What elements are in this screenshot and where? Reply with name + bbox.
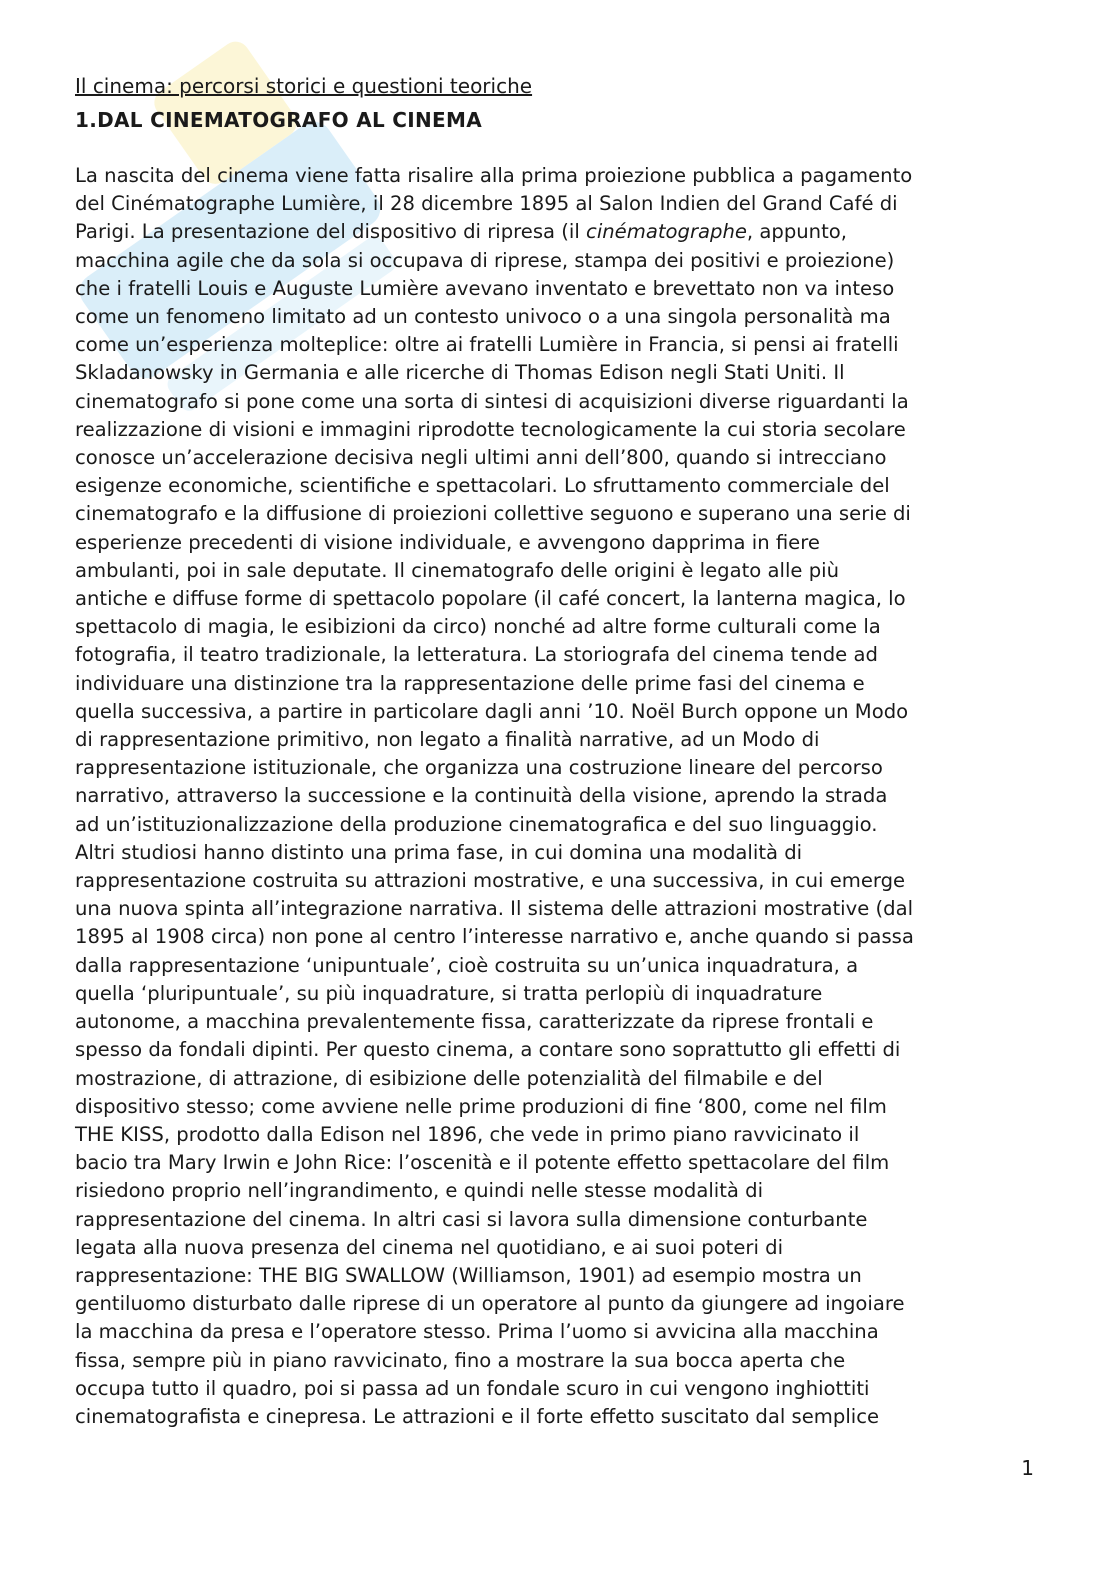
body-line	[75, 331, 1045, 359]
body-line	[75, 472, 1045, 500]
body-line	[75, 1206, 1045, 1234]
body-line	[75, 1403, 1045, 1431]
body-line	[75, 980, 1045, 1008]
body-line	[75, 529, 1045, 557]
body-line	[75, 1262, 1045, 1290]
body-text-run: conosce un’accelerazione decisiva negli ultimi anni dell’800, quando si intrecciano	[75, 446, 887, 470]
body-line	[75, 247, 1045, 275]
body-text-run: ad un’istituzionalizzazione della produzione cinematografica e del suo linguaggio.	[75, 812, 878, 836]
body-text-run: Skladanowsky in Germania e alle ricerche di Thomas Edison negli Stati Uniti. Il	[75, 361, 845, 385]
body-text-run: risiedono proprio nell’ingrandimento, e quindi nelle stesse modalità di	[75, 1179, 764, 1203]
body-line	[75, 275, 1045, 303]
body-text-run: quella ‘pluripuntuale’, su più inquadrature, si tratta perlopiù di inquadrature	[75, 981, 823, 1005]
body-line	[75, 388, 1045, 416]
body-text-run: bacio tra Mary Irwin e John Rice: l’oscenità e il potente effetto spettacolare del film	[75, 1151, 890, 1175]
body-text-run: ambulanti, poi in sale deputate. Il cinematografo delle origini è legato alle più	[75, 558, 840, 582]
body-text-run: quella successiva, a partire in particolare dagli anni ’10. Noël Burch oppone un Modo	[75, 699, 909, 723]
body-text-run: mostrazione, di attrazione, di esibizione delle potenzialità del filmabile e del	[75, 1066, 823, 1090]
body-text-italic: cinématographe	[586, 220, 747, 244]
body-line	[75, 641, 1045, 669]
body-text-run: realizzazione di visioni e immagini riprodotte tecnologicamente la cui storia secolare	[75, 417, 906, 441]
body-line	[75, 613, 1045, 641]
body-line	[75, 923, 1045, 951]
body-text-run: cinematografo e la diffusione di proiezioni collettive seguono e superano una serie di	[75, 502, 911, 526]
body-line	[75, 359, 1045, 387]
body-text-run: una nuova spinta all’integrazione narrativa. Il sistema delle attrazioni mostrative (dal	[75, 897, 914, 921]
body-text-run: individuare una distinzione tra la rappresentazione delle prime fasi del cinema e	[75, 671, 865, 695]
body-text-run: narrativo, attraverso la successione e la continuità della visione, aprendo la strada	[75, 784, 888, 808]
body-line	[75, 839, 1045, 867]
body-line	[75, 303, 1045, 331]
body-line	[75, 444, 1045, 472]
body-text-run: Altri studiosi hanno distinto una prima fase, in cui domina una modalità di	[75, 840, 803, 864]
body-paragraph	[75, 162, 1045, 1431]
body-line	[75, 557, 1045, 585]
body-line	[75, 1234, 1045, 1262]
body-text-run: cinematografista e cinepresa. Le attrazioni e il forte effetto suscitato dal semplice	[75, 1404, 880, 1428]
body-text-run: rappresentazione: THE BIG SWALLOW (Williamson, 1901) ad esempio mostra un	[75, 1263, 862, 1287]
body-text-run: spesso da fondali dipinti. Per questo cinema, a contare sono soprattutto gli effetti di	[75, 1038, 901, 1062]
section-heading: 1.DAL CINEMATOGRAFO AL CINEMA	[75, 108, 483, 132]
body-text-run: esperienze precedenti di visione individuale, e avvengono dapprima in fiere	[75, 530, 820, 554]
body-line	[75, 1177, 1045, 1205]
body-text-run: esigenze economiche, scientifiche e spettacolari. Lo sfruttamento commerciale del	[75, 474, 890, 498]
body-text-run: 1895 al 1908 circa) non pone al centro l’interesse narrativo e, anche quando si passa	[75, 925, 914, 949]
body-text-run: gentiluomo disturbato dalle riprese di un operatore al punto da giungere ad ingoiare	[75, 1292, 905, 1316]
body-text-run: la macchina da presa e l’operatore stesso. Prima l’uomo si avvicina alla macchina	[75, 1320, 879, 1344]
page-number: 1	[1021, 1456, 1034, 1480]
body-line	[75, 1121, 1045, 1149]
body-line	[75, 218, 1045, 246]
body-text-run: rappresentazione costruita su attrazioni mostrative, e una successiva, in cui emerge	[75, 869, 906, 893]
body-text-run: THE KISS, prodotto dalla Edison nel 1896, che vede in primo piano ravvicinato il	[75, 1122, 860, 1146]
body-line	[75, 500, 1045, 528]
body-text-run: occupa tutto il quadro, poi si passa ad un fondale scuro in cui vengono inghiottiti	[75, 1376, 870, 1400]
body-line	[75, 811, 1045, 839]
body-line	[75, 162, 1045, 190]
body-line	[75, 726, 1045, 754]
body-text-run: cinematografo si pone come una sorta di sintesi di acquisizioni diverse riguardanti la	[75, 389, 909, 413]
body-line	[75, 1036, 1045, 1064]
body-text-run: fissa, sempre più in piano ravvicinato, fino a mostrare la sua bocca aperta che	[75, 1348, 846, 1372]
body-text-run: dalla rappresentazione ‘unipuntuale’, cioè costruita su un’unica inquadratura, a	[75, 953, 859, 977]
body-text-run: che i fratelli Louis e Auguste Lumière avevano inventato e brevettato non va inteso	[75, 276, 895, 300]
body-line	[75, 585, 1045, 613]
body-text-run: La nascita del cinema viene fatta risalire alla prima proiezione pubblica a pagamento	[75, 164, 913, 187]
body-text-run: autonome, a macchina prevalentemente fissa, caratterizzate da riprese frontali e	[75, 1010, 874, 1034]
body-text-run: fotografia, il teatro tradizionale, la letteratura. La storiografa del cinema tende ad	[75, 643, 878, 667]
document-content	[75, 72, 1045, 1431]
body-line	[75, 952, 1045, 980]
body-line	[75, 754, 1045, 782]
body-line	[75, 698, 1045, 726]
body-text-run: del Cinématographe Lumière, il 28 dicembre 1895 al Salon Indien del Grand Café di	[75, 192, 898, 216]
body-text-run: rappresentazione del cinema. In altri casi si lavora sulla dimensione conturbante	[75, 1207, 868, 1231]
body-text-run: Parigi. La presentazione del dispositivo di ripresa (il	[75, 220, 587, 244]
body-text-run: legata alla nuova presenza del cinema nel quotidiano, e ai suoi poteri di	[75, 1235, 784, 1259]
body-line	[75, 1318, 1045, 1346]
body-line	[75, 1093, 1045, 1121]
body-line	[75, 1347, 1045, 1375]
body-line	[75, 1008, 1045, 1036]
body-line	[75, 670, 1045, 698]
body-text-run: rappresentazione istituzionale, che organizza una costruzione lineare del percorso	[75, 756, 883, 780]
body-text-run: antiche e diffuse forme di spettacolo popolare (il café concert, la lanterna magica, lo	[75, 587, 906, 611]
body-text-run: come un fenomeno limitato ad un contesto univoco o a una singola personalità ma	[75, 305, 891, 329]
body-text-run: come un’esperienza molteplice: oltre ai fratelli Lumière in Francia, si pensi ai fratelli	[75, 333, 899, 357]
body-line	[75, 1065, 1045, 1093]
body-line	[75, 895, 1045, 923]
body-text-run: macchina agile che da sola si occupava di riprese, stampa dei positivi e proiezione)	[75, 248, 895, 272]
document-title: Il cinema: percorsi storici e questioni teoriche	[75, 74, 533, 98]
body-line	[75, 1290, 1045, 1318]
body-line	[75, 190, 1045, 218]
body-line	[75, 1375, 1045, 1403]
body-text-run: spettacolo di magia, le esibizioni da circo) nonché ad altre forme culturali come la	[75, 615, 881, 639]
body-text-run: di rappresentazione primitivo, non legato a finalità narrative, ad un Modo di	[75, 728, 820, 752]
body-text-run: , appunto,	[746, 220, 847, 244]
body-line	[75, 782, 1045, 810]
body-line	[75, 867, 1045, 895]
body-line	[75, 416, 1045, 444]
body-text-run: dispositivo stesso; come avviene nelle prime produzioni di fine ‘800, come nel film	[75, 1094, 887, 1118]
body-line	[75, 1149, 1045, 1177]
